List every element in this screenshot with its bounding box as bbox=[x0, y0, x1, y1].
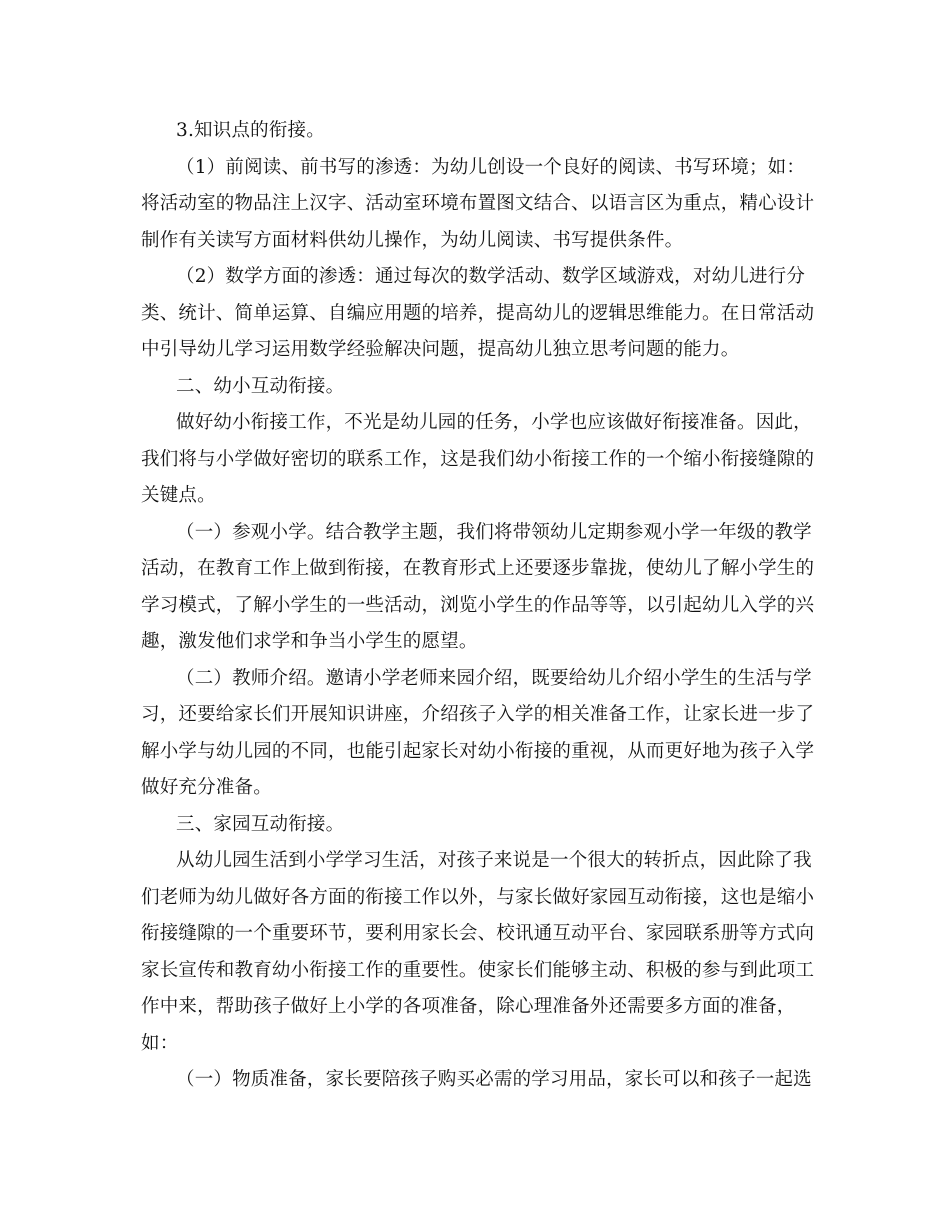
text-line: 中引导幼儿学习运用数学经验解决问题，提高幼儿独立思考问题的能力。 bbox=[141, 339, 740, 360]
text-line: 制作有关读写方面材料供幼儿操作，为幼儿阅读、书写提供条件。 bbox=[141, 230, 684, 251]
text-line: 类、统计、简单运算、自编应用题的培养，提高幼儿的逻辑思维能力。在日常活动 bbox=[141, 303, 815, 324]
text-line: 做好充分准备。 bbox=[141, 777, 272, 798]
text-line: 3.知识点的衔接。 bbox=[176, 120, 325, 141]
text-line: 们老师为幼儿做好各方面的衔接工作以外，与家长做好家园互动衔接，这也是缩小 bbox=[141, 887, 815, 908]
text-line: 趣，激发他们求学和争当小学生的愿望。 bbox=[141, 631, 478, 652]
text-line: 衔接缝隙的一个重要环节，要利用家长会、校讯通互动平台、家园联系册等方式向 bbox=[141, 923, 815, 944]
text-line: 从幼儿园生活到小学学习生活，对孩子来说是一个很大的转折点，因此除了我 bbox=[176, 850, 812, 871]
text-line: 活动，在教育工作上做到衔接，在教育形式上还要逐步靠拢，使幼儿了解小学生的 bbox=[141, 558, 815, 579]
text-line: （一）物质准备，家长要陪孩子购买必需的学习用品，家长可以和孩子一起选 bbox=[176, 1069, 812, 1090]
text-line: 我们将与小学做好密切的联系工作，这是我们幼小衔接工作的一个缩小衔接缝隙的 bbox=[141, 449, 815, 470]
text-line: （2）数学方面的渗透：通过每次的数学活动、数学区域游戏，对幼儿进行分 bbox=[176, 266, 806, 287]
text-line: （二）教师介绍。邀请小学老师来园介绍，既要给幼儿介绍小学生的生活与学 bbox=[176, 668, 812, 689]
text-line: （一）参观小学。结合教学主题，我们将带领幼儿定期参观小学一年级的教学 bbox=[176, 522, 812, 543]
text-line: 做好幼小衔接工作，不光是幼儿园的任务，小学也应该做好衔接准备。因此， bbox=[176, 412, 812, 433]
text-line: 将活动室的物品注上汉字、活动室环境布置图文结合、以语言区为重点，精心设计 bbox=[141, 193, 815, 214]
section-heading: 三、家园互动衔接。 bbox=[176, 814, 345, 835]
text-line: （1）前阅读、前书写的渗透：为幼儿创设一个良好的阅读、书写环境；如： bbox=[176, 157, 806, 178]
text-line: 解小学与幼儿园的不同，也能引起家长对幼小衔接的重视，从而更好地为孩子入学 bbox=[141, 741, 815, 762]
text-line: 学习模式，了解小学生的一些活动，浏览小学生的作品等等，以引起幼儿入学的兴 bbox=[141, 595, 815, 616]
text-line: 作中来，帮助孩子做好上小学的各项准备，除心理准备外还需要多方面的准备， bbox=[141, 996, 796, 1017]
text-line: 家长宣传和教育幼小衔接工作的重要性。使家长们能够主动、积极的参与到此项工 bbox=[141, 960, 815, 981]
text-line: 如： bbox=[141, 1033, 179, 1054]
text-line: 习，还要给家长们开展知识讲座，介绍孩子入学的相关准备工作，让家长进一步了 bbox=[141, 704, 815, 725]
text-line: 关键点。 bbox=[141, 485, 216, 506]
section-heading: 二、幼小互动衔接。 bbox=[176, 376, 345, 397]
